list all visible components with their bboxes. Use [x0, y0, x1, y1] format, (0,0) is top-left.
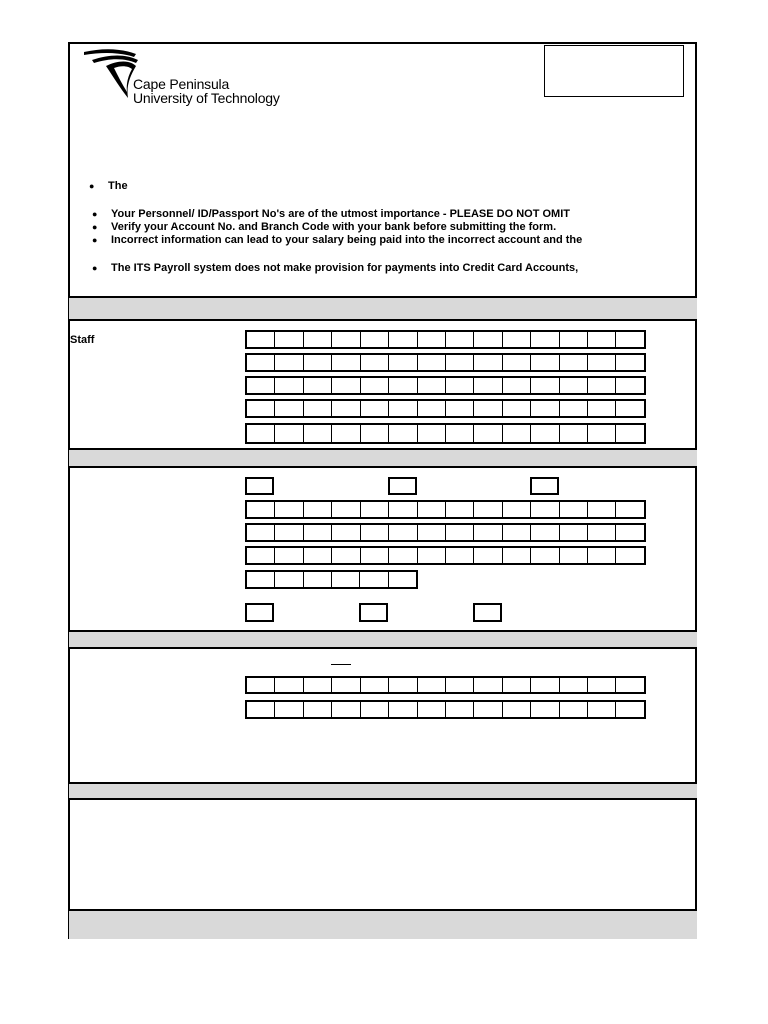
form-frame [68, 42, 697, 939]
option-checkbox[interactable] [388, 477, 417, 495]
bullet-icon: ● [89, 181, 95, 191]
section-header-personal [69, 296, 697, 321]
note-line-3: Verify your Account No. and Branch Code with your bank before submitting the form. [111, 221, 557, 233]
footer-band [69, 909, 697, 939]
bullet-icon: ● [92, 222, 98, 232]
note-line-5: The ITS Payroll system does not make provision for payments into Credit Card Accounts, [111, 262, 579, 274]
option-checkbox[interactable] [245, 603, 274, 622]
note-line-2: Your Personnel/ ID/Passport No's are of the utmost importance - PLEASE DO NOT OMIT [111, 208, 570, 220]
option-checkbox[interactable] [473, 603, 502, 622]
input-boxes[interactable] [245, 523, 646, 542]
university-name [133, 77, 280, 105]
staff-number-boxes[interactable] [245, 330, 646, 349]
branch-code-boxes[interactable] [245, 570, 418, 589]
note-line-1: The [108, 180, 128, 192]
note-line-4: Incorrect information can lead to your salary being paid into the incorrect account and the [111, 234, 583, 246]
logo-line-1: Cape Peninsula [133, 76, 230, 92]
underline-mark [331, 664, 351, 665]
input-boxes[interactable] [245, 423, 646, 444]
logo-line-2: University of Technology [133, 90, 280, 106]
input-boxes[interactable] [245, 546, 646, 565]
input-boxes[interactable] [245, 376, 646, 395]
input-boxes[interactable] [245, 676, 646, 694]
section-header-banking [69, 448, 697, 468]
input-boxes[interactable] [245, 399, 646, 418]
reference-box[interactable] [544, 45, 684, 97]
input-boxes[interactable] [245, 500, 646, 519]
bullet-icon: ● [92, 209, 98, 219]
staff-label: Staff [70, 334, 95, 346]
section-header-3 [69, 630, 697, 649]
input-boxes[interactable] [245, 353, 646, 372]
input-boxes[interactable] [245, 700, 646, 719]
bullet-icon: ● [92, 263, 98, 273]
bullet-icon: ● [92, 235, 98, 245]
option-checkbox[interactable] [530, 477, 559, 495]
option-checkbox[interactable] [359, 603, 388, 622]
section-header-4 [69, 782, 697, 800]
option-checkbox[interactable] [245, 477, 274, 495]
